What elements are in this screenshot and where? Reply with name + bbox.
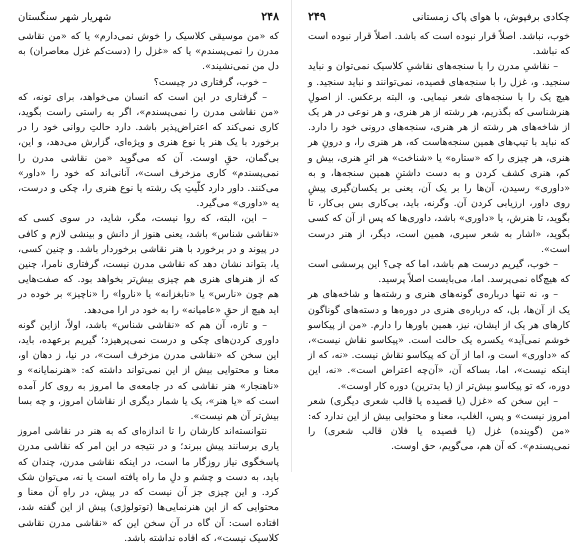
right-running-title: چکادی برفپوش، با هوای پاک زمستانی [412, 12, 570, 23]
paragraph: – خوب، گرفتاری در چیست؟ [153, 76, 267, 88]
right-page-number: ۲۴۹ [308, 10, 326, 23]
left-page [0, 0, 292, 544]
paragraph: – نقاشیِ مدرن را با سنجه‌های نقاشیِ کلاسیک نمی‌توان و نباید سنجید. و، غزل را با سنجه‌های قصیده، نمی‌توانند و نباید سنجید. و هیچ یک را با سنجه‌های شعر نیمایی. و، البته برعکس. از اصولِ هنرشناسی که بگذریم، هر رشته از هر هنری، و هر نوعی در هر یک از شاخه‌های هر رشته از هر هنری، سنجه‌های درونی خود را دارد. که نباید با تیپ‌های همین سنجه‌هاست که، هر هنری را، و درونِ هر هنری، هر چیزی را که «ستاره» یا «شناخت» هر اثرِ هنری، بیش و کم، هنری کشف کردن و به دست داشتنِ همین سنجه‌ها، و به «داوری» رسیدن، آن‌ها را بر یک آن، یعنی بر یکسان‌گیری پیشِ روی داور، ارزیابی کردن آن. وگرنه، باید، بی‌کاری بس بی‌کار، تا بگوید، تا هنرش، یا «داوری» باشد، داوری‌ها که پس از آن که کسی بگوید، «اشار به شعر سیری، همین است، دیگر، از هنر درست است». [308, 61, 570, 255]
paragraph: – و، نه تنها درباره‌ی گونه‌های هنری و رشته‌ها و شاخه‌های هر یک از آن‌ها، بل، که درباره‌ی هنری در دوره‌ها و دسته‌های گوناگون کارهای هر یک از ایشان، نیز، همین باورها را دارم. «من از پیکاسو خوشم نمی‌آید» یکسره یک حالت است. «پیکاسو نقاش نیست»، که «داوری» است و، اما از آن که پیکاسو نقاش نیست. «نه، که از اینکه نیست»، اما، بساکه آن، «آن‌چه اعتراض است». «نه، این دوره، که تو پیکاسو بیش‌تر از (یا بد‌ترین) دوره کار اوست». [308, 289, 570, 392]
right-page-body [308, 29, 570, 455]
paragraph: نتوانسته‌اند کارشان را تا اندازه‌ای که به هنر در نقاشی امروز یاری برسانند پیش ببرند؛ و در نتیجه در این امر که نقاشی مدرن پاسخگوی نیاز روزگار ما است، در اینکه نقاشی مدرن، چندان که باید، به دست و چشم و دلِ ما راه یافته است یا نه، می‌توان شک کرد. و این چیزی جز آن نیست که در پیش، در راهِ آن معنا و محتوایی که از این هنرنمایی‌ها (توتولوژی) پیش از این گفته شد، افتاده است: آن گاه در آن سخن این که «نقاشی مدرن نقاشی کلاسیک نیست»، که افاده نداشته باشد. [18, 426, 279, 544]
right-page [296, 0, 588, 472]
paragraph: – خوب، گیریم درست هم باشد، اما که چی؟ این پرسشی است که هیچ‌گاه نمی‌پرسد. اما، می‌بایست اصلاً پرسید. [308, 259, 570, 286]
left-page-header [18, 10, 279, 24]
paragraph: – گرفتاری در این است که انسان می‌خواهد، برای تونه، که «من نقاشی مدرن را نمی‌پسندم»، اگر به راستی راست بگوید، کاری نمی‌کند که اعتراض‌پذیر باشد. دارد حالتِ روانی خود را در برخورد با یک هنر یا نوع هنری و ویژه‌ای، گزارش می‌دهد، و این، بی‌گمان، حقِ اوست. آن که می‌گوید «من نقاشی مدرن را نمی‌پسندم» کاری مزخرف است»، آنانی‌اند که خود را «داور» می‌کنند. داور دارد کلّیتِ یک رشته یا نوع هنری را، چکی و درست، یه «داوری» می‌گیرد. [18, 91, 279, 210]
left-running-title: شهریار شهر سنگستان [18, 12, 112, 23]
paragraph: – این سخن که «غزل (یا قصیده یا قالب شعری دیگری) شعر امروز نیست» و پس، الغلب، معنا و محتوایی بیش از این ندارد که: «من (گوینده) غزل (یا قصیده یا فلان قالب شعری) را نمی‌پسندم». که آن هم، می‌گویم، حق اوست. [308, 395, 570, 453]
paragraph: – این، البته، که روا نیست، مگر، شاید، در سوی کسی که «نقاشی شناس» باشد، یعنی هنوز از دانش و بینشی لازم و کافی در پیوند و در برخورد با هنر نقاشی برخوردار باشد. و چنین کسی، یا، بتواند نشان دهد که نقاشی مدرن نیست، گرفتاری نامرا، چنین که از هنرهای هنری هم چیزی بیش‌تر بخواهد بود. که صفت‌هایی هم چون «نارس» یا «نابغزانه» یا «ناروا» را «ناچیز» بر خوده در اید هیچ از حقِ «عامیانه» را به خود در ارا می‌دهد. [18, 213, 279, 316]
right-page-header [308, 10, 570, 24]
paragraph: – و تازه، آن هم که «نقاشی شناس» باشد، اولاً، ازاین گونه داوری کردن‌های چکی و درست نمی‌پرهیزد؛ گیریم برعهده، باید، این سخن که «نقاشی مدرن مزخرف است»، در نیا، ز دهان او، معنا و محتوایی بیش از این نمی‌تواند داشته که: «هنرنمایانه» و «ناهنجار» هنر نقاشی که در جامعه‌ی ما امروز به روی کار آمده است که «یا هنر»، یک یا شمار دیگری از نقاشان امروز، و چه بسا بیش‌تر آن هم نیست». [18, 319, 279, 423]
left-page-body [18, 29, 279, 546]
paragraph: خوب، نباشد. اصلاً قرار نبوده است که باشد. اصلاً قرار نبوده است که نباشد. [308, 31, 570, 58]
paragraph: که «من موسیقی کلاسیک را خوش نمی‌دارم» یا که «من نقاشی مدرن را نمی‌پسندم» یا که «غزل را (دست‌کم غزل معاصران) به دل من نمی‌نشیند». [18, 31, 279, 73]
left-page-number: ۲۴۸ [261, 10, 279, 23]
